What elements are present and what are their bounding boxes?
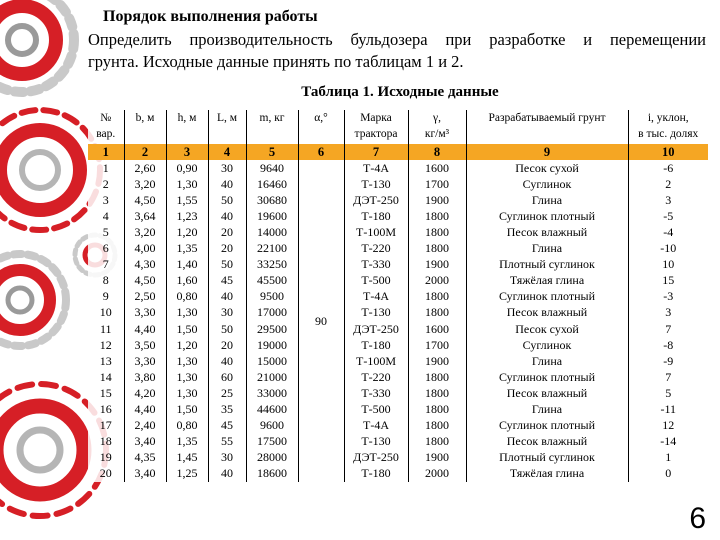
table-cell: 1800: [408, 418, 466, 434]
column-header: [298, 110, 344, 144]
column-header-line: m, кг: [259, 112, 285, 124]
task-description: [88, 29, 706, 73]
column-number: 6: [298, 144, 344, 160]
table-cell: Тяжёлая глина: [466, 273, 628, 289]
table-row: [88, 466, 708, 482]
table-cell: -8: [628, 337, 708, 353]
column-header-line: трактора: [354, 128, 398, 140]
table-cell: 40: [208, 176, 246, 192]
table-cell: 28000: [246, 450, 298, 466]
table-cell: 12: [99, 337, 112, 352]
table-row: [88, 337, 708, 353]
table-cell: 19: [99, 450, 112, 465]
table-cell: 3,20: [124, 176, 166, 192]
table-cell: Т-180: [344, 208, 408, 224]
table-cell: -10: [628, 241, 708, 257]
table-cell: 1,30: [166, 385, 208, 401]
table-cell: -4: [628, 224, 708, 240]
table-cell: 1900: [408, 450, 466, 466]
table-cell: Песок сухой: [466, 321, 628, 337]
table-cell: 1: [102, 160, 109, 175]
table-cell: 12: [628, 418, 708, 434]
table-cell: 17500: [246, 434, 298, 450]
table-cell: 20: [208, 337, 246, 353]
page-heading: Порядок выполнения работы: [103, 8, 318, 25]
table-cell: 3: [628, 305, 708, 321]
table-row: [88, 257, 708, 273]
column-number: 7: [344, 144, 408, 160]
table-cell: Глина: [466, 353, 628, 369]
task-line-2: грунта. Исходные данные принять по таблицам 1 и 2.: [88, 52, 464, 71]
table-row: [88, 289, 708, 305]
column-number: 2: [124, 144, 166, 160]
table-cell: Т-500: [344, 273, 408, 289]
table-cell: 1800: [408, 224, 466, 240]
source-data-table: [88, 110, 708, 482]
column-header-line: Разрабатываемый грунт: [488, 112, 606, 124]
table-row: [88, 208, 708, 224]
table-cell: 30: [208, 160, 246, 176]
table-cell: 1,40: [166, 257, 208, 273]
table-cell: Т-100М: [344, 353, 408, 369]
table-caption: [0, 84, 720, 101]
table-cell: Глина: [466, 241, 628, 257]
table-cell: 17: [99, 418, 112, 433]
table-cell: 6: [102, 241, 109, 256]
table-cell: 20: [208, 241, 246, 257]
table-cell: Т-4А: [344, 160, 408, 176]
table-cell: 1800: [408, 289, 466, 305]
table-cell: 5: [628, 385, 708, 401]
table-cell: 30680: [246, 192, 298, 208]
table-row: [88, 450, 708, 466]
column-header-line: b, м: [135, 112, 155, 124]
table-cell: 4: [102, 208, 109, 223]
table-cell: 19000: [246, 337, 298, 353]
table-cell: Т-4А: [344, 418, 408, 434]
table-cell: Т-500: [344, 402, 408, 418]
table-cell: Т-130: [344, 176, 408, 192]
table-row: [88, 241, 708, 257]
table-cell: 2,60: [124, 160, 166, 176]
table-cell: Т-180: [344, 466, 408, 482]
table-cell: 3,20: [124, 224, 166, 240]
table-cell: 7: [628, 321, 708, 337]
table-cell: 1,60: [166, 273, 208, 289]
table-cell: 3,30: [124, 353, 166, 369]
table-row: [88, 402, 708, 418]
column-number: 5: [246, 144, 298, 160]
table-cell: Суглинок: [466, 337, 628, 353]
table-cell: 14000: [246, 224, 298, 240]
table-cell: Плотный суглинок: [466, 450, 628, 466]
table-cell: 16460: [246, 176, 298, 192]
table-cell: Суглинок плотный: [466, 208, 628, 224]
column-header: [466, 110, 628, 144]
column-number: 10: [628, 144, 708, 160]
table-cell: 10: [628, 257, 708, 273]
table-cell: 25: [208, 385, 246, 401]
column-header: [408, 110, 466, 144]
table-cell: -14: [628, 434, 708, 450]
table-cell: ДЭТ-250: [344, 321, 408, 337]
table-cell: 1,50: [166, 402, 208, 418]
column-number: 1: [88, 144, 124, 160]
table-cell: 1700: [408, 337, 466, 353]
table-cell: Тяжёлая глина: [466, 466, 628, 482]
table-cell: ДЭТ-250: [344, 192, 408, 208]
table-row: [88, 385, 708, 401]
table-cell: 2,40: [124, 418, 166, 434]
column-header-line: h, м: [177, 112, 197, 124]
table-cell: 10: [99, 305, 112, 320]
column-header: [208, 110, 246, 144]
table-cell: 8: [102, 273, 109, 288]
table-cell: 2: [628, 176, 708, 192]
table-cell: 45500: [246, 273, 298, 289]
table-cell: 33250: [246, 257, 298, 273]
table-cell: 4,50: [124, 192, 166, 208]
table-cell: 40: [208, 353, 246, 369]
table-cell: 1800: [408, 369, 466, 385]
table-cell: Т-330: [344, 257, 408, 273]
table-cell: 1,30: [166, 305, 208, 321]
column-header-line: кг/м³: [424, 128, 450, 140]
page-number: 6: [689, 502, 706, 535]
table-header-row: [88, 110, 708, 144]
table-cell: 9640: [246, 160, 298, 176]
column-header-line: Марка: [360, 112, 392, 124]
column-header: [628, 110, 708, 144]
table-cell: 9600: [246, 418, 298, 434]
task-line-1: Определить производительность бульдозера при разработке и перемещении: [88, 30, 706, 49]
table-row: [88, 273, 708, 289]
table-cell: 18: [99, 434, 112, 449]
table-row: [88, 160, 708, 176]
table-cell: 1,23: [166, 208, 208, 224]
column-number: 4: [208, 144, 246, 160]
column-header-line: в тыс. долях: [638, 128, 699, 140]
table-cell: 15: [628, 273, 708, 289]
table-row: [88, 192, 708, 208]
table-cell: Т-130: [344, 434, 408, 450]
table-cell: 4,40: [124, 402, 166, 418]
table-cell: 1,30: [166, 176, 208, 192]
table-cell: 1600: [408, 160, 466, 176]
table-cell: 20: [208, 224, 246, 240]
table-cell: 50: [208, 321, 246, 337]
table-cell: Глина: [466, 192, 628, 208]
table-cell: 18600: [246, 466, 298, 482]
table-cell: 40: [208, 466, 246, 482]
table-cell: 0,90: [166, 160, 208, 176]
table-cell: Песок влажный: [466, 224, 628, 240]
column-number: 8: [408, 144, 466, 160]
table-cell: 5: [102, 225, 109, 240]
table-cell: 20: [99, 466, 112, 481]
table-cell: 3,80: [124, 369, 166, 385]
table-cell: 1,50: [166, 321, 208, 337]
table-cell: 1,20: [166, 337, 208, 353]
table-cell: 40: [208, 208, 246, 224]
table-cell: 4,00: [124, 241, 166, 257]
table-cell: 9: [102, 289, 109, 304]
table-cell: Глина: [466, 402, 628, 418]
column-header-line: i, уклон,: [647, 112, 689, 124]
table-cell: 3,30: [124, 305, 166, 321]
table-cell: Песок сухой: [466, 160, 628, 176]
table-cell: Т-100М: [344, 224, 408, 240]
table-cell: -11: [628, 402, 708, 418]
table-cell: 4,35: [124, 450, 166, 466]
table-row: [88, 418, 708, 434]
table-cell: 11: [99, 321, 112, 336]
column-header: [246, 110, 298, 144]
table-cell: -6: [628, 160, 708, 176]
table-cell: 1,30: [166, 369, 208, 385]
table-row: [88, 224, 708, 240]
table-cell: 1,25: [166, 466, 208, 482]
table-row: [88, 321, 708, 337]
table-cell: Песок влажный: [466, 385, 628, 401]
table-cell: 19600: [246, 208, 298, 224]
table-cell: Суглинок плотный: [466, 369, 628, 385]
table-cell: 2000: [408, 273, 466, 289]
table-row: [88, 369, 708, 385]
table-cell: 1,45: [166, 450, 208, 466]
table-cell: 4,20: [124, 385, 166, 401]
table-cell: 1800: [408, 434, 466, 450]
column-header: [166, 110, 208, 144]
table-cell: 35: [208, 402, 246, 418]
table-cell: 3,40: [124, 466, 166, 482]
table-cell: 29500: [246, 321, 298, 337]
table-cell: 50: [208, 257, 246, 273]
table-row: [88, 353, 708, 369]
table-cell: 3,64: [124, 208, 166, 224]
table-caption-text: Таблица 1. Исходные данные: [301, 84, 499, 100]
column-header-line: L, м: [216, 112, 238, 124]
table-body: [88, 144, 708, 482]
table-cell: Суглинок плотный: [466, 289, 628, 305]
table-cell: -5: [628, 208, 708, 224]
column-number-row: [88, 144, 708, 160]
table-cell: 55: [208, 434, 246, 450]
column-header: [88, 110, 124, 144]
table-cell: 21000: [246, 369, 298, 385]
table-cell: 7: [628, 369, 708, 385]
table-cell: 30: [208, 305, 246, 321]
table-cell: Т-4А: [344, 289, 408, 305]
table-cell: 44600: [246, 402, 298, 418]
table-cell: 1: [628, 450, 708, 466]
table-cell: 0: [628, 466, 708, 482]
table-cell: 1600: [408, 321, 466, 337]
column-header-line: №: [100, 112, 112, 124]
table-cell: 9500: [246, 289, 298, 305]
table-cell: Песок влажный: [466, 305, 628, 321]
table-cell: 1900: [408, 257, 466, 273]
table-cell: 33000: [246, 385, 298, 401]
table-cell: 7: [102, 257, 109, 272]
table-cell: 1,30: [166, 353, 208, 369]
table-cell: 45: [208, 273, 246, 289]
table-row: [88, 176, 708, 192]
alpha-value-cell: 90: [298, 160, 344, 482]
table-cell: 17000: [246, 305, 298, 321]
table-cell: 30: [208, 450, 246, 466]
table-cell: 0,80: [166, 418, 208, 434]
column-header-line: вар.: [96, 128, 116, 140]
table-cell: 40: [208, 289, 246, 305]
column-number: 3: [166, 144, 208, 160]
table-cell: 3,50: [124, 337, 166, 353]
table-cell: -3: [628, 289, 708, 305]
table-cell: 1900: [408, 353, 466, 369]
column-header: [344, 110, 408, 144]
table-cell: 50: [208, 192, 246, 208]
table-cell: 4,40: [124, 321, 166, 337]
table-cell: 3,40: [124, 434, 166, 450]
table-cell: 15000: [246, 353, 298, 369]
table-cell: 2000: [408, 466, 466, 482]
table-cell: 3: [102, 192, 109, 207]
table-cell: 45: [208, 418, 246, 434]
table-cell: 3: [628, 192, 708, 208]
table-cell: Суглинок: [466, 176, 628, 192]
table-cell: 14: [99, 369, 112, 384]
table-cell: 1800: [408, 305, 466, 321]
table-cell: 60: [208, 369, 246, 385]
table-cell: ДЭТ-250: [344, 450, 408, 466]
table-cell: 2: [102, 176, 109, 191]
table-cell: 13: [99, 353, 112, 368]
table-cell: 1800: [408, 208, 466, 224]
table-cell: Песок влажный: [466, 434, 628, 450]
table-cell: 1900: [408, 192, 466, 208]
table-cell: 1800: [408, 385, 466, 401]
table-cell: 1800: [408, 241, 466, 257]
table-cell: 22100: [246, 241, 298, 257]
column-header-line: α,°: [314, 112, 328, 124]
column-header: [124, 110, 166, 144]
column-header-line: γ,: [433, 112, 441, 124]
table-cell: 1,20: [166, 224, 208, 240]
table-cell: Т-330: [344, 385, 408, 401]
table-cell: 2,50: [124, 289, 166, 305]
table-row: [88, 434, 708, 450]
table-cell: 0,80: [166, 289, 208, 305]
table-cell: Плотный суглинок: [466, 257, 628, 273]
table-cell: 1800: [408, 402, 466, 418]
table-cell: Т-220: [344, 369, 408, 385]
table-cell: Т-180: [344, 337, 408, 353]
table-cell: 1700: [408, 176, 466, 192]
table-cell: 4,30: [124, 257, 166, 273]
table-cell: Суглинок плотный: [466, 418, 628, 434]
table-cell: -9: [628, 353, 708, 369]
table-cell: 1,35: [166, 434, 208, 450]
column-number: 9: [466, 144, 628, 160]
table-cell: Т-130: [344, 305, 408, 321]
table-row: [88, 305, 708, 321]
table-cell: 4,50: [124, 273, 166, 289]
table-cell: 16: [99, 402, 112, 417]
table-cell: Т-220: [344, 241, 408, 257]
table-cell: 1,35: [166, 241, 208, 257]
table-cell: 1,55: [166, 192, 208, 208]
table-cell: 15: [99, 385, 112, 400]
